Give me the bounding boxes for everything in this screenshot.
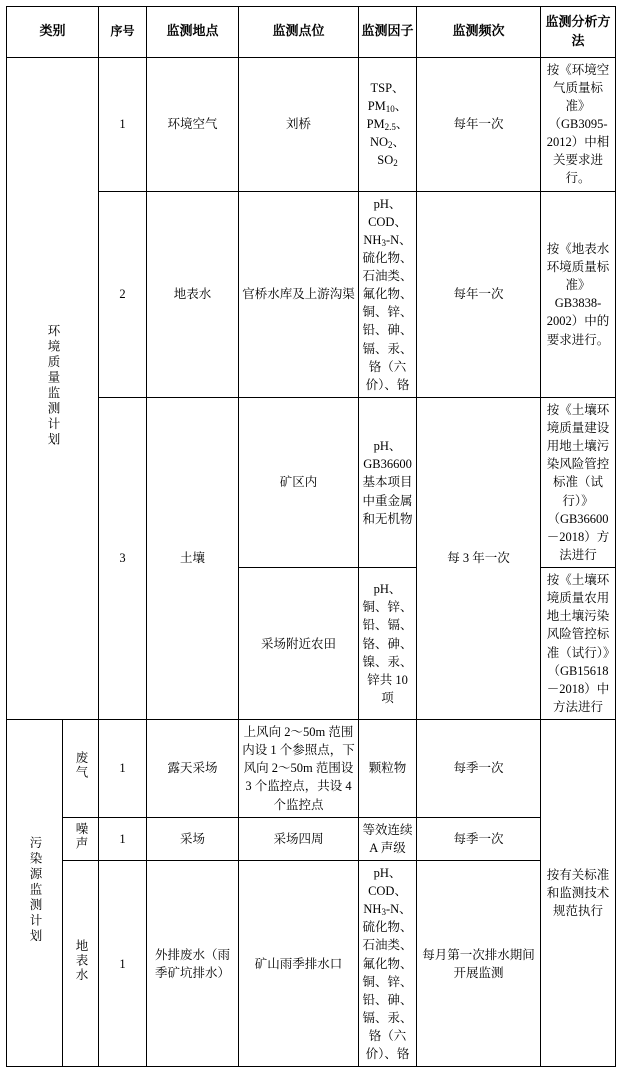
row-index: 1 (99, 720, 147, 818)
row-factors: TSP、$PM_{10}$、$PM_{2.5}$、$NO_2$、$SO_2$ (359, 57, 417, 191)
table-header-row (7, 7, 616, 58)
row-index: 3 (99, 397, 147, 719)
table-row (7, 860, 616, 1066)
header-factors: 监测因子 (359, 7, 417, 58)
row-point: 上风向 2～50m 范围内设 1 个参照点，下风向 2～50m 范围设 3 个监控点，共设 4 个监控点 (239, 720, 359, 818)
category-environment-quality: 环境质量监测计划 (7, 57, 99, 719)
row-subcategory: 地表水 (63, 860, 99, 1066)
row-location: 外排废水（雨季矿坑排水） (147, 860, 239, 1066)
header-location: 监测地点 (147, 7, 239, 58)
header-category: 类别 (7, 7, 99, 58)
table-row (7, 57, 616, 191)
row-point: 刘桥 (239, 57, 359, 191)
row-method: 按《土壤环境质量农用地土壤污染风险管控标准（试行）》（GB15618－2018）中方法进行 (541, 568, 616, 720)
row-method: 按《地表水环境质量标准》GB3838-2002）中的要求进行。 (541, 191, 616, 397)
header-point: 监测点位 (239, 7, 359, 58)
row-factors: pH、COD、$NH_3-N$、硫化物、石油类、氟化物、铜、锌、铅、砷、镉、汞、铬（六价）、铬 (359, 860, 417, 1066)
row-location: 环境空气 (147, 57, 239, 191)
row-index: 1 (99, 817, 147, 860)
row-location: 土壤 (147, 397, 239, 719)
row-factors: pH、GB36600 基本项目中重金属和无机物 (359, 397, 417, 567)
table-row (7, 191, 616, 397)
header-index-line1: 序号 (110, 24, 135, 39)
row-point: 采场附近农田 (239, 568, 359, 720)
table-row (7, 397, 616, 567)
monitoring-plan-table (6, 6, 616, 1067)
header-method: 监测分析方法 (541, 7, 616, 58)
row-frequency: 每月第一次排水期间开展监测 (417, 860, 541, 1066)
row-factors: pH、COD、$NH_3-N$、硫化物、石油类、氟化物、铜、锌、铅、砷、镉、汞、铬（六价）、铬 (359, 191, 417, 397)
row-location: 地表水 (147, 191, 239, 397)
row-factors: pH、铜、锌、铅、镉、铬、砷、镍、汞、锌共 10 项 (359, 568, 417, 720)
category-pollution-source: 污染源监测计划 (7, 720, 63, 1067)
row-method: 按《环境空气质量标准》（GB3095-2012）中相关要求进行。 (541, 57, 616, 191)
row-frequency: 每季一次 (417, 817, 541, 860)
table-row (7, 817, 616, 860)
row-frequency: 每年一次 (417, 57, 541, 191)
row-method: 按《土壤环境质量建设用地土壤污染风险管控标准（试行）》（GB36600－2018）方法进行 (541, 397, 616, 567)
row-factors: 等效连续 A 声级 (359, 817, 417, 860)
row-subcategory: 废气 (63, 720, 99, 818)
header-index (99, 7, 147, 58)
row-point: 官桥水库及上游沟渠 (239, 191, 359, 397)
row-point: 采场四周 (239, 817, 359, 860)
row-location: 露天采场 (147, 720, 239, 818)
row-index: 1 (99, 860, 147, 1066)
row-subcategory: 噪声 (63, 817, 99, 860)
row-frequency: 每年一次 (417, 191, 541, 397)
row-frequency: 每季一次 (417, 720, 541, 818)
row-factors: 颗粒物 (359, 720, 417, 818)
row-point: 矿区内 (239, 397, 359, 567)
row-method: 按有关标准和监测技术规范执行 (541, 720, 616, 1067)
row-point: 矿山雨季排水口 (239, 860, 359, 1066)
row-location: 采场 (147, 817, 239, 860)
row-index: 1 (99, 57, 147, 191)
header-frequency: 监测频次 (417, 7, 541, 58)
row-frequency: 每 3 年一次 (417, 397, 541, 719)
row-index: 2 (99, 191, 147, 397)
table-row (7, 720, 616, 818)
